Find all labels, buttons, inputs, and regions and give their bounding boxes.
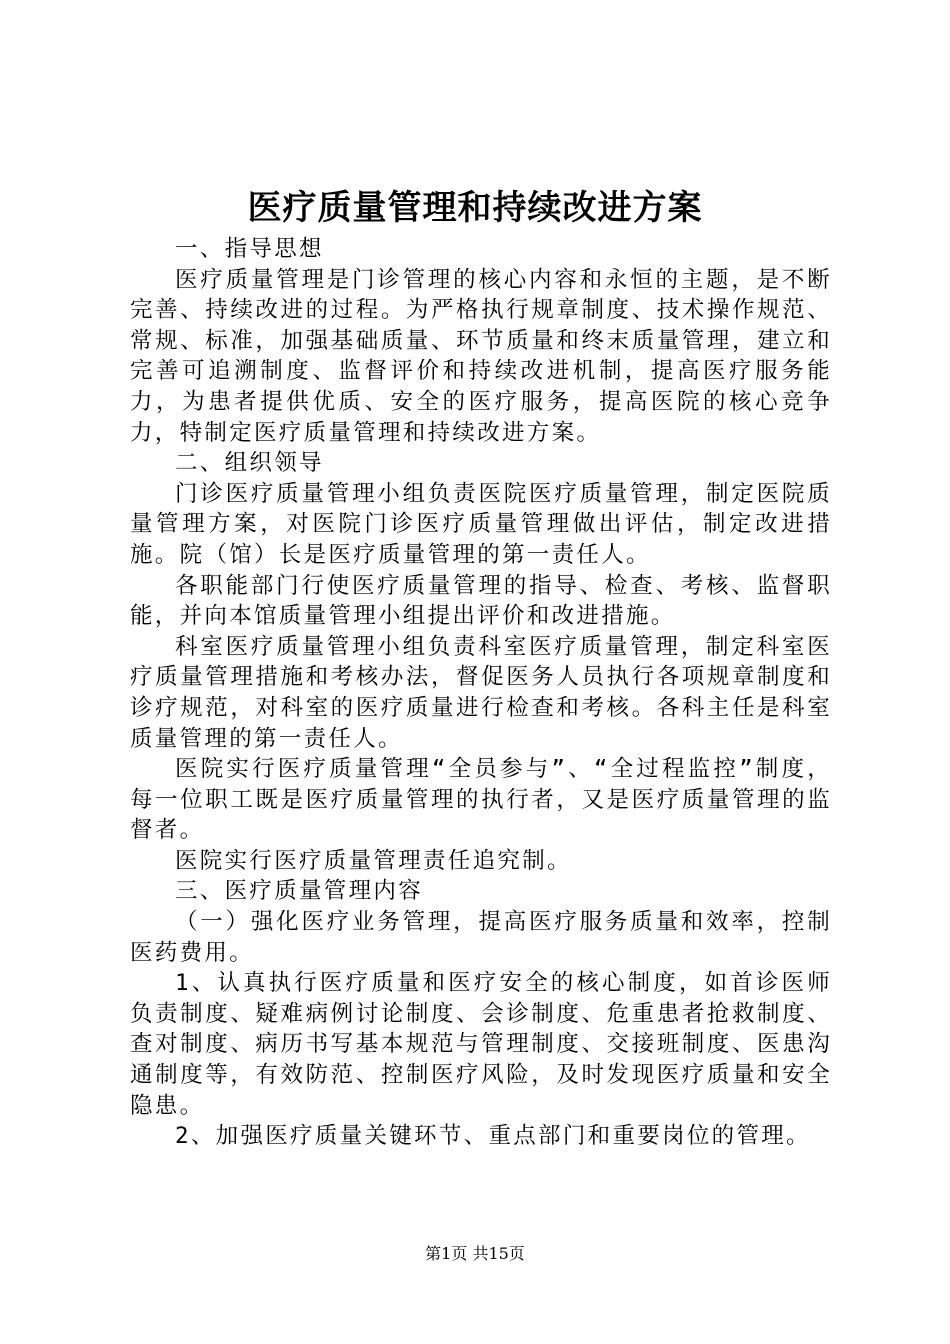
body-paragraph: 科室医疗质量管理小组负责科室医疗质量管理，制定科室医疗质量管理措施和考核办法，督促医务人员执行各项规章制度和诊疗规范，对科室的医疗质量进行检查和考核。各科主任是科室质量管理的第一责任人。: [130, 633, 832, 752]
page-number: 第1页 共15页: [425, 1244, 525, 1263]
body-paragraph: 医疗质量管理是门诊管理的核心内容和永恒的主题，是不断完善、持续改进的过程。为严格执行规章制度、技术操作规范、常规、标准，加强基础质量、环节质量和终末质量管理，建立和完善可追溯制度、监督评价和持续改进机制，提高医疗服务能力，为患者提供优质、安全的医疗服务，提高医院的核心竞争力，特制定医疗质量管理和持续改进方案。: [130, 266, 832, 446]
document-title: 医疗质量管理和持续改进方案: [247, 188, 703, 228]
subsection-heading: （一）强化医疗业务管理，提高医疗服务质量和效率，控制医药费用。: [130, 909, 832, 966]
section-heading: 二、组织领导: [175, 450, 324, 477]
body-paragraph: 门诊医疗质量管理小组负责医院医疗质量管理，制定医院质量管理方案，对医院门诊医疗质量管理做出评估，制定改进措施。院（馆）长是医疗质量管理的第一责任人。: [130, 480, 832, 568]
body-paragraph: 各职能部门行使医疗质量管理的指导、检查、考核、监督职能，并向本馆质量管理小组提出评价和改进措施。: [130, 572, 832, 630]
section-heading: 三、医疗质量管理内容: [175, 878, 424, 905]
page-footer: [0, 1243, 950, 1265]
document-body: [130, 234, 832, 1152]
body-paragraph: 1、认真执行医疗质量和医疗安全的核心制度，如首诊医师负责制度、疑难病例讨论制度、会诊制度、危重患者抢救制度、查对制度、病历书写基本规范与管理制度、交接班制度、医患沟通制度等，有效防范、控制医疗风险，及时发现医疗质量和安全隐患。: [130, 970, 832, 1119]
body-paragraph: 2、加强医疗质量关键环节、重点部门和重要岗位的管理。: [175, 1123, 811, 1150]
section-heading: 一、指导思想: [175, 236, 324, 262]
body-paragraph: 医院实行医疗质量管理“全员参与”、“全过程监控”制度，每一位职工既是医疗质量管理的执行者，又是医疗质量管理的监督者。: [130, 756, 832, 844]
body-paragraph: 医院实行医疗质量管理责任追究制。: [175, 847, 572, 874]
